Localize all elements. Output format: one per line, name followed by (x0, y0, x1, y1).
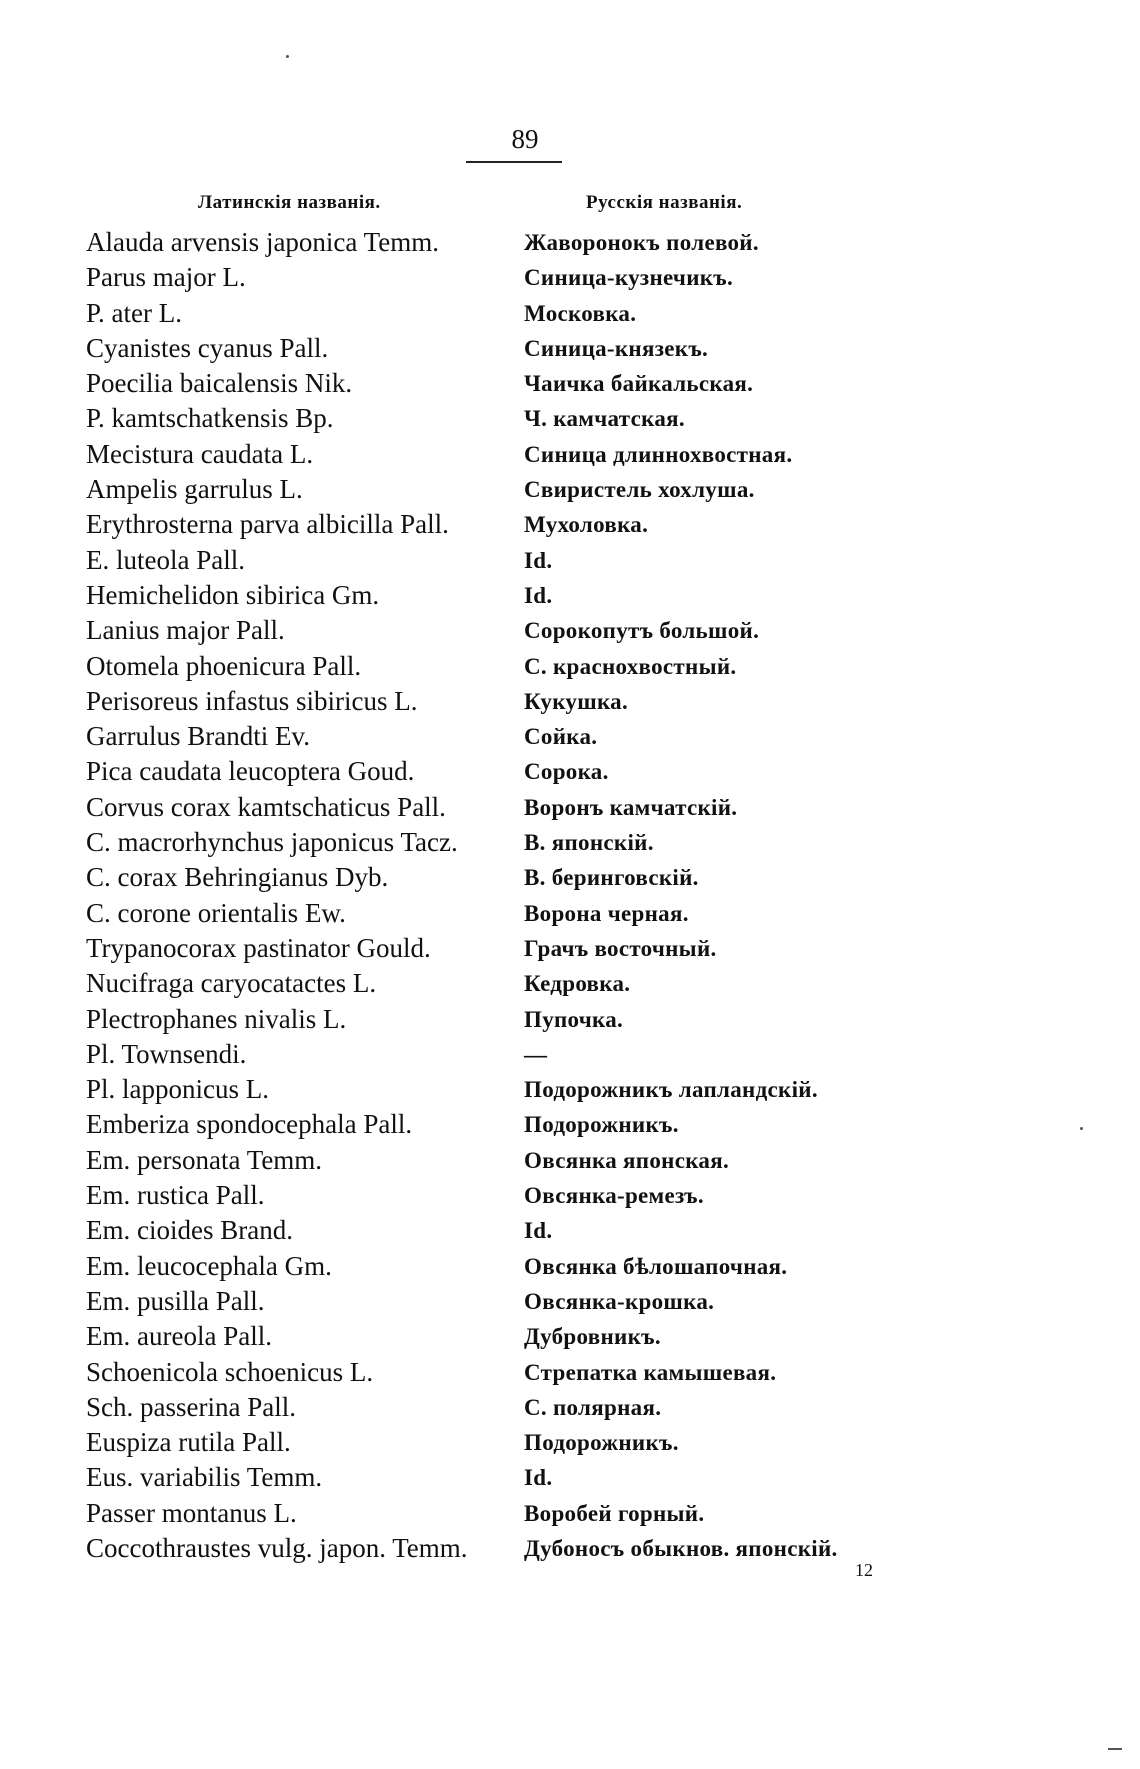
list-item (0, 366, 1140, 401)
latin-name: Poecilia baicalensis Nik. (86, 368, 353, 399)
russian-name: Подорожникъ лапландскій. (524, 1077, 818, 1103)
latin-name: Em. personata Temm. (86, 1144, 323, 1175)
list-item (0, 1319, 1140, 1354)
list-item (0, 1107, 1140, 1142)
list-item (0, 1531, 1140, 1566)
page-number: 89 (511, 124, 539, 154)
russian-name: Овсянка-ремезъ. (524, 1183, 704, 1209)
list-item (0, 790, 1140, 825)
latin-name: Eus. variabilis Temm. (86, 1462, 323, 1493)
russian-name: Овсянка японская. (524, 1147, 730, 1173)
list-item (0, 296, 1140, 331)
latin-names-header: Латинскія названія. (198, 192, 381, 213)
latin-name: Passer montanus L. (86, 1497, 297, 1528)
russian-name: Чаичка байкальская. (524, 371, 754, 397)
list-item (0, 1355, 1140, 1390)
latin-name: Nucifraga caryocatactes L. (86, 968, 377, 999)
paper-speck (286, 55, 289, 58)
russian-name: Id. (524, 582, 553, 608)
latin-name: Em. leucocephala Gm. (86, 1250, 332, 1281)
russian-name: В. беринговскій. (524, 865, 699, 891)
list-item (0, 896, 1140, 931)
russian-name: Подорожникъ. (524, 1112, 679, 1138)
latin-name: P. ater L. (86, 297, 182, 328)
list-item (0, 1037, 1140, 1072)
russian-name: — (524, 1041, 548, 1067)
latin-name: Em. rustica Pall. (86, 1180, 265, 1211)
latin-name: Pica caudata leucoptera Goud. (86, 756, 415, 787)
list-item (0, 754, 1140, 789)
russian-name: Жаворонокъ полевой. (524, 230, 759, 255)
latin-name: Trypanocorax pastinator Gould. (86, 932, 431, 963)
list-item (0, 331, 1140, 366)
russian-names-header: Русскія названія. (586, 192, 743, 213)
russian-name: Id. (524, 1465, 553, 1491)
list-item (0, 507, 1140, 542)
list-item (0, 860, 1140, 895)
list-item (0, 1425, 1140, 1460)
russian-name: Грачъ восточный. (524, 935, 717, 961)
latin-name: Lanius major Pall. (86, 615, 285, 646)
page-number-rule (466, 161, 562, 163)
printer-signature-mark: 12 (855, 1560, 873, 1580)
russian-name: Московка. (524, 300, 637, 326)
latin-name: C. macrorhynchus japonicus Tacz. (86, 827, 458, 858)
list-item (0, 543, 1140, 578)
russian-name: Кедровка. (524, 971, 631, 997)
russian-name: Овсянка бѣлошапочная. (524, 1253, 788, 1279)
list-item (0, 825, 1140, 860)
latin-name: Pl. lapponicus L. (86, 1074, 269, 1105)
latin-name: P. kamtschatkensis Bp. (86, 403, 334, 434)
list-item (0, 1213, 1140, 1248)
list-item (0, 613, 1140, 648)
list-item (0, 578, 1140, 613)
latin-name: Cyanistes cyanus Pall. (86, 332, 329, 363)
list-item (0, 649, 1140, 684)
russian-name: Овсянка-крошка. (524, 1288, 715, 1314)
latin-name: Emberiza spondocephala Pall. (86, 1109, 413, 1140)
russian-name: Дубоносъ обыкнов. японскій. (524, 1535, 838, 1561)
latin-name: C. corone orientalis Ew. (86, 897, 346, 928)
latin-name: Hemichelidon sibirica Gm. (86, 579, 380, 610)
russian-name: Id. (524, 1218, 553, 1244)
russian-name: Пупочка. (524, 1006, 624, 1032)
list-item (0, 966, 1140, 1001)
latin-name: Em. cioides Brand. (86, 1215, 293, 1246)
russian-name: Ч. камчатская. (524, 406, 685, 432)
russian-name: Id. (524, 547, 553, 573)
russian-name: Дубровникъ. (524, 1324, 661, 1350)
russian-name: Воронъ камчатскій. (524, 794, 738, 820)
russian-name: С. краснохвостный. (524, 653, 737, 679)
paper-speck (1080, 1127, 1083, 1130)
russian-name: В. японскій. (524, 830, 654, 856)
list-item (0, 1460, 1140, 1495)
latin-name: Em. aureola Pall. (86, 1321, 272, 1352)
latin-name: Otomela phoenicura Pall. (86, 650, 362, 681)
list-item (0, 1496, 1140, 1531)
russian-name: Сойка. (524, 724, 598, 750)
list-item (0, 1284, 1140, 1319)
latin-name: Schoenicola schoenicus L. (86, 1356, 374, 1387)
list-item (0, 1178, 1140, 1213)
russian-name: Стрепатка камышевая. (524, 1359, 777, 1385)
russian-name: Мухоловка. (524, 512, 649, 538)
russian-name: Синица-князекъ. (524, 335, 709, 361)
latin-name: Parus major L. (86, 262, 246, 293)
russian-name: Сорока. (524, 759, 609, 785)
list-item (0, 437, 1140, 472)
latin-name: C. corax Behringianus Dyb. (86, 862, 389, 893)
list-item (0, 225, 1140, 260)
species-list (0, 225, 1140, 1566)
paper-speck (1108, 1748, 1122, 1750)
russian-name: Синица-кузнечикъ. (524, 265, 734, 291)
latin-name: Ampelis garrulus L. (86, 474, 303, 505)
russian-name: Воробей горный. (524, 1500, 705, 1526)
list-item (0, 1002, 1140, 1037)
russian-name: Кукушка. (524, 688, 629, 714)
latin-name: Garrulus Brandti Ev. (86, 721, 310, 752)
latin-name: Mecistura caudata L. (86, 438, 314, 469)
latin-name: Erythrosterna parva albicilla Pall. (86, 509, 449, 540)
russian-name: С. полярная. (524, 1394, 662, 1420)
russian-name: Ворона черная. (524, 900, 689, 926)
list-item (0, 260, 1140, 295)
list-item (0, 684, 1140, 719)
list-item (0, 401, 1140, 436)
list-item (0, 931, 1140, 966)
russian-name: Синица длиннохвостная. (524, 441, 793, 467)
list-item (0, 1390, 1140, 1425)
latin-name: Perisoreus infastus sibiricus L. (86, 685, 418, 716)
latin-name: Coccothraustes vulg. japon. Temm. (86, 1532, 468, 1563)
latin-name: Alauda arvensis japonica Temm. (86, 227, 440, 257)
latin-name: Pl. Townsendi. (86, 1038, 247, 1069)
russian-name: Свиристель хохлуша. (524, 477, 755, 503)
list-item (0, 719, 1140, 754)
russian-name: Сорокопутъ большой. (524, 618, 760, 644)
list-item (0, 1249, 1140, 1284)
latin-name: Corvus corax kamtschaticus Pall. (86, 791, 446, 822)
latin-name: Em. pusilla Pall. (86, 1285, 265, 1316)
russian-name: Подорожникъ. (524, 1430, 679, 1456)
latin-name: E. luteola Pall. (86, 544, 245, 575)
list-item (0, 1143, 1140, 1178)
list-item (0, 1072, 1140, 1107)
latin-name: Sch. passerina Pall. (86, 1391, 296, 1422)
latin-name: Plectrophanes nivalis L. (86, 1003, 347, 1034)
latin-name: Euspiza rutila Pall. (86, 1427, 291, 1458)
list-item (0, 472, 1140, 507)
